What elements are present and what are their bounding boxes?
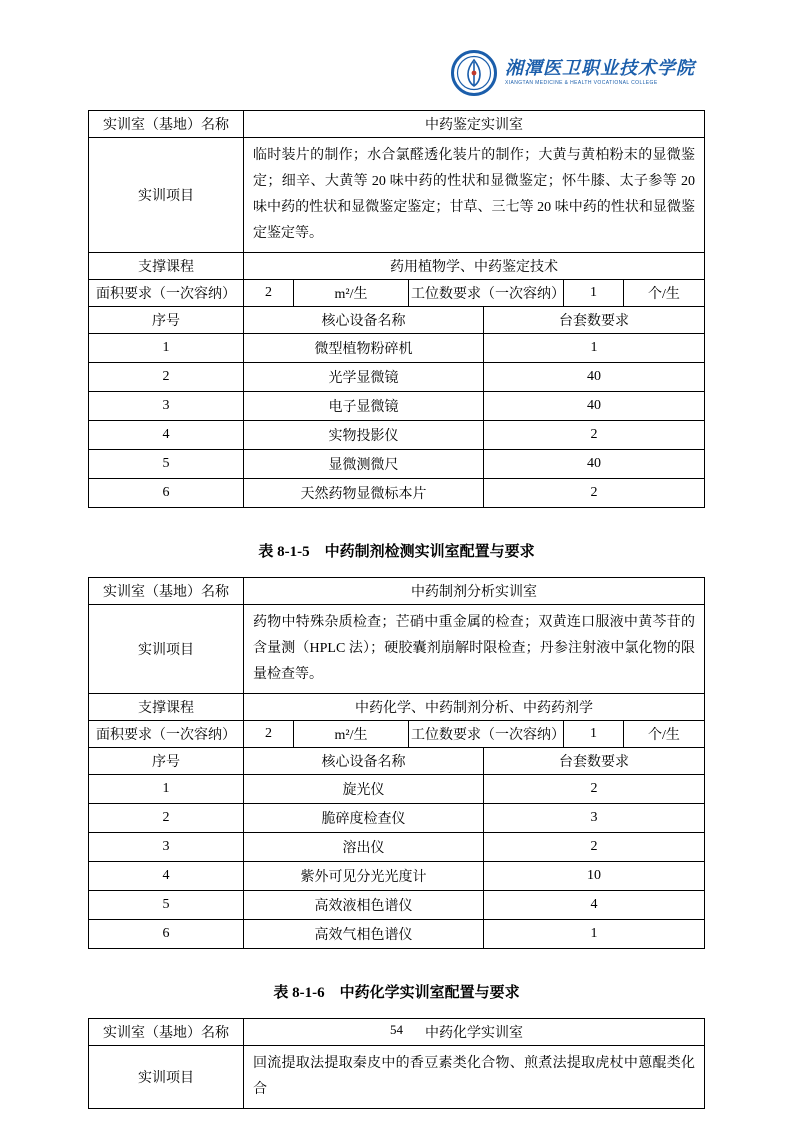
table-row-room-name <box>89 578 704 605</box>
equip-count: 1 <box>590 340 598 355</box>
equip-name: 微型植物粉碎机 <box>244 334 484 362</box>
room-name-value: 中药制剂分析实训室 <box>411 585 537 600</box>
equip-seq: 6 <box>89 479 244 507</box>
courses-label: 支撑课程 <box>89 694 244 720</box>
table-row <box>89 363 704 392</box>
college-name-en: XIANGTAN MEDICINE & HEALTH VOCATIONAL COLLEGE <box>505 80 658 87</box>
table-row-courses <box>89 253 704 280</box>
stations-value: 1 <box>564 721 624 747</box>
equip-name: 紫外可见分光光度计 <box>244 862 484 890</box>
stations-value: 1 <box>564 280 624 306</box>
equip-count: 40 <box>587 398 601 413</box>
page-content <box>88 110 705 1109</box>
table-row <box>89 891 704 920</box>
room-name-label: 实训室（基地）名称 <box>89 1019 244 1045</box>
table-row-projects <box>89 605 704 694</box>
equip-count: 10 <box>587 868 601 883</box>
equip-name: 溶出仪 <box>244 833 484 861</box>
table-row-room-name <box>89 111 704 138</box>
equip-seq: 1 <box>89 775 244 803</box>
table-row-area <box>89 721 704 748</box>
table-row-projects <box>89 138 704 253</box>
courses-value: 药用植物学、中药鉴定技术 <box>390 260 558 275</box>
table-identification-room <box>88 110 705 508</box>
stations-unit: 个/生 <box>648 287 680 302</box>
equip-count-header: 台套数要求 <box>559 314 629 329</box>
projects-label: 实训项目 <box>89 1046 244 1108</box>
equip-name: 光学显微镜 <box>244 363 484 391</box>
equip-seq: 2 <box>89 804 244 832</box>
equip-seq: 5 <box>89 450 244 478</box>
equip-count: 1 <box>590 926 598 941</box>
equip-count: 2 <box>590 485 598 500</box>
area-label: 面积要求（一次容纳） <box>89 280 244 306</box>
table-caption-8-1-6: 表 8-1-6 中药化学实训室配置与要求 <box>273 985 520 1001</box>
equip-seq: 6 <box>89 920 244 948</box>
equip-name-header: 核心设备名称 <box>244 748 484 774</box>
equip-name: 高效气相色谱仪 <box>244 920 484 948</box>
projects-value: 临时装片的制作；水合氯醛透化装片的制作；大黄与黄柏粉末的显微鉴定；细辛、大黄等 20 味中药的性状和显微鉴定；怀牛膝、太子参等 20 味中药的性状和显微鉴定鉴定；甘草、三七等 20 味中药的性状和显微鉴定鉴定等。 <box>253 148 695 241</box>
courses-value: 中药化学、中药制剂分析、中药药剂学 <box>355 701 593 716</box>
table-row <box>89 920 704 949</box>
equip-count: 4 <box>590 897 598 912</box>
table-row <box>89 862 704 891</box>
table-row-equip-header <box>89 307 704 334</box>
equip-count: 40 <box>587 369 601 384</box>
table-caption-8-1-5: 表 8-1-5 中药制剂检测实训室配置与要求 <box>258 544 535 560</box>
table-row <box>89 775 704 804</box>
equip-name-header: 核心设备名称 <box>244 307 484 333</box>
area-unit: m²/生 <box>294 280 409 306</box>
equip-count: 2 <box>590 427 598 442</box>
table-row-area <box>89 280 704 307</box>
college-emblem-icon <box>451 50 497 96</box>
area-label: 面积要求（一次容纳） <box>89 721 244 747</box>
table-row-projects <box>89 1046 704 1109</box>
table-row <box>89 479 704 508</box>
area-value: 2 <box>244 721 294 747</box>
room-name-label: 实训室（基地）名称 <box>89 578 244 604</box>
equip-count-header: 台套数要求 <box>559 755 629 770</box>
equip-count: 3 <box>590 810 598 825</box>
table-row <box>89 804 704 833</box>
stations-label: 工位数要求（一次容纳） <box>409 280 564 306</box>
room-name-label: 实训室（基地）名称 <box>89 111 244 137</box>
area-value: 2 <box>244 280 294 306</box>
table-row-courses <box>89 694 704 721</box>
table-row <box>89 833 704 862</box>
courses-label: 支撑课程 <box>89 253 244 279</box>
seq-header: 序号 <box>89 307 244 333</box>
table-row-equip-header <box>89 748 704 775</box>
equip-seq: 1 <box>89 334 244 362</box>
room-name-value: 中药化学实训室 <box>425 1026 523 1041</box>
seq-header: 序号 <box>89 748 244 774</box>
page-number: 54 <box>390 1022 403 1037</box>
projects-value-partial: 回流提取法提取秦皮中的香豆素类化合物、煎煮法提取虎杖中蒽醌类化合 <box>253 1056 695 1097</box>
equip-seq: 3 <box>89 392 244 420</box>
table-row <box>89 450 704 479</box>
equip-name: 天然药物显微标本片 <box>244 479 484 507</box>
equip-name: 高效液相色谱仪 <box>244 891 484 919</box>
equip-seq: 2 <box>89 363 244 391</box>
stations-label: 工位数要求（一次容纳） <box>409 721 564 747</box>
projects-label: 实训项目 <box>89 138 244 252</box>
equip-seq: 3 <box>89 833 244 861</box>
equip-name: 旋光仪 <box>244 775 484 803</box>
equip-name: 显微测微尺 <box>244 450 484 478</box>
equip-name: 实物投影仪 <box>244 421 484 449</box>
projects-label: 实训项目 <box>89 605 244 693</box>
stations-unit: 个/生 <box>648 728 680 743</box>
equip-seq: 5 <box>89 891 244 919</box>
table-preparation-analysis-room <box>88 577 705 949</box>
college-logo <box>451 50 695 96</box>
equip-name: 电子显微镜 <box>244 392 484 420</box>
equip-count: 2 <box>590 781 598 796</box>
equip-seq: 4 <box>89 862 244 890</box>
table-row <box>89 392 704 421</box>
table-row <box>89 421 704 450</box>
college-name-cn: 湘潭医卫职业技术学院 <box>505 58 695 79</box>
equip-count: 40 <box>587 456 601 471</box>
area-unit: m²/生 <box>294 721 409 747</box>
college-names <box>505 59 695 86</box>
table-row <box>89 334 704 363</box>
equip-seq: 4 <box>89 421 244 449</box>
equip-count: 2 <box>590 839 598 854</box>
projects-value: 药物中特殊杂质检查；芒硝中重金属的检查；双黄连口服液中黄芩苷的含量测（HPLC 法）；硬胶囊剂崩解时限检查；丹参注射液中氯化物的限量检查等。 <box>253 615 695 682</box>
room-name-value: 中药鉴定实训室 <box>425 118 523 133</box>
equip-name: 脆碎度检查仪 <box>244 804 484 832</box>
